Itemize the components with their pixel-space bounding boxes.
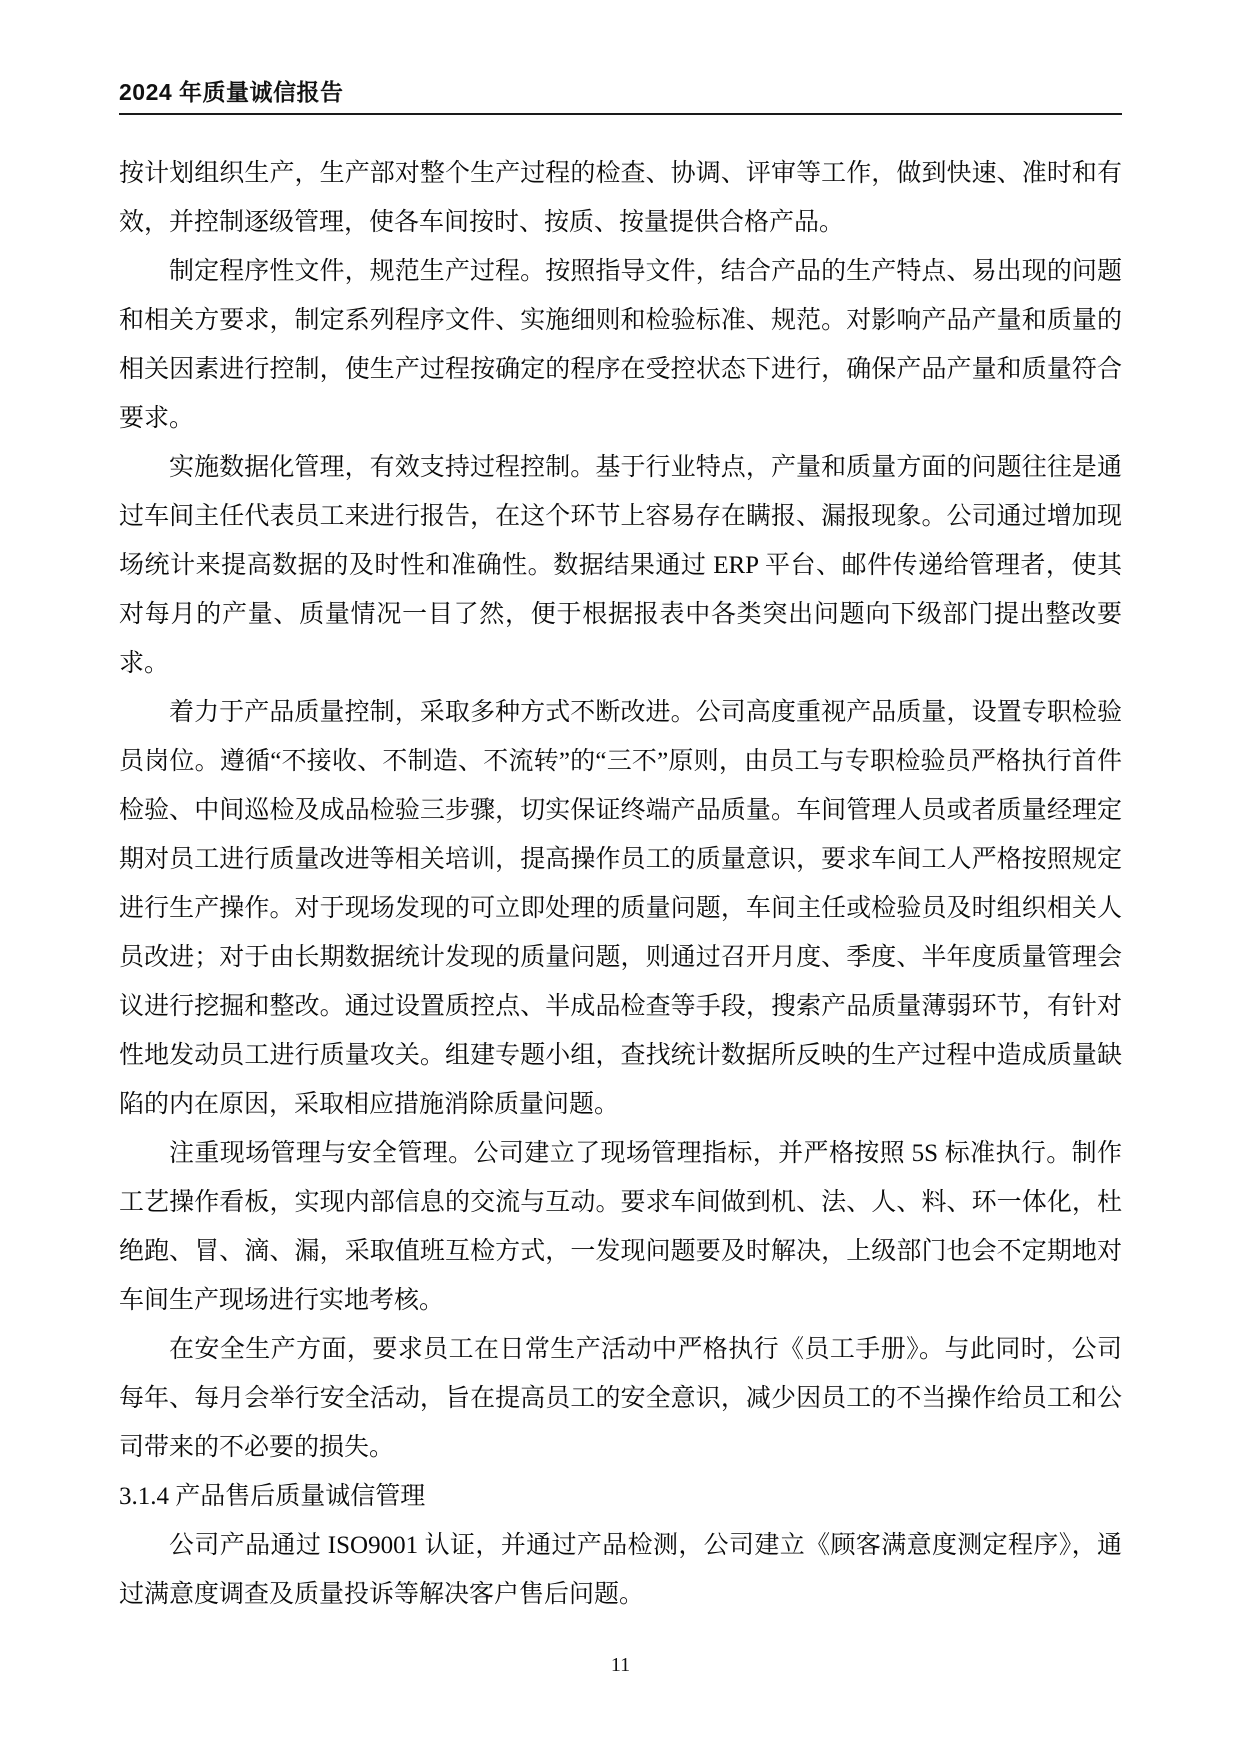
paragraph-safety-production: 在安全生产方面，要求员工在日常生产活动中严格执行《员工手册》。与此同时，公司每年、每月会举行安全活动，旨在提高员工的安全意识，减少因员工的不当操作给员工和公司带来的不必要的损失。 bbox=[119, 1336, 1122, 1462]
paragraph-production-plan: 按计划组织生产，生产部对整个生产过程的检查、协调、评审等工作，做到快速、准时和有效，并控制逐级管理，使各车间按时、按质、按量提供合格产品。 bbox=[119, 160, 1122, 237]
document-body bbox=[119, 149, 1122, 1619]
page-header bbox=[119, 80, 1122, 115]
section-heading-3-1-4: 3.1.4 产品售后质量诚信管理 bbox=[119, 1483, 426, 1511]
paragraph-procedure-files: 制定程序性文件，规范生产过程。按照指导文件，结合产品的生产特点、易出现的问题和相关方要求，制定系列程序文件、实施细则和检验标准、规范。对影响产品产量和质量的相关因素进行控制，使生产过程按确定的程序在受控状态下进行，确保产品产量和质量符合要求。 bbox=[119, 258, 1122, 433]
page-footer bbox=[0, 1654, 1241, 1677]
paragraph-after-sales: 公司产品通过 ISO9001 认证，并通过产品检测，公司建立《顾客满意度测定程序》，通过满意度调查及质量投诉等解决客户售后问题。 bbox=[119, 1532, 1122, 1609]
paragraph-site-safety-management: 注重现场管理与安全管理。公司建立了现场管理指标，并严格按照 5S 标准执行。制作工艺操作看板，实现内部信息的交流与互动。要求车间做到机、法、人、料、环一体化，杜绝跑、冒、滴、漏，采取值班互检方式，一发现问题要及时解决，上级部门也会不定期地对车间生产现场进行实地考核。 bbox=[119, 1140, 1122, 1315]
page-number: 11 bbox=[610, 1654, 631, 1676]
paragraph-quality-control: 着力于产品质量控制，采取多种方式不断改进。公司高度重视产品质量，设置专职检验员岗位。遵循“不接收、不制造、不流转”的“三不”原则，由员工与专职检验员严格执行首件检验、中间巡检及成品检验三步骤，切实保证终端产品质量。车间管理人员或者质量经理定期对员工进行质量改进等相关培训，提高操作员工的质量意识，要求车间工人严格按照规定进行生产操作。对于现场发现的可立即处理的质量问题，车间主任或检验员及时组织相关人员改进；对于由长期数据统计发现的质量问题，则通过召开月度、季度、半年度质量管理会议进行挖掘和整改。通过设置质控点、半成品检查等手段，搜索产品质量薄弱环节，有针对性地发动员工进行质量攻关。组建专题小组，查找统计数据所反映的生产过程中造成质量缺陷的内在原因，采取相应措施消除质量问题。 bbox=[119, 699, 1122, 1119]
paragraph-data-management: 实施数据化管理，有效支持过程控制。基于行业特点，产量和质量方面的问题往往是通过车间主任代表员工来进行报告，在这个环节上容易存在瞒报、漏报现象。公司通过增加现场统计来提高数据的及时性和准确性。数据结果通过 ERP 平台、邮件传递给管理者，使其对每月的产量、质量情况一目了然，便于根据报表中各类突出问题向下级部门提出整改要求。 bbox=[119, 454, 1122, 678]
report-header-title: 2024 年质量诚信报告 bbox=[119, 79, 344, 105]
